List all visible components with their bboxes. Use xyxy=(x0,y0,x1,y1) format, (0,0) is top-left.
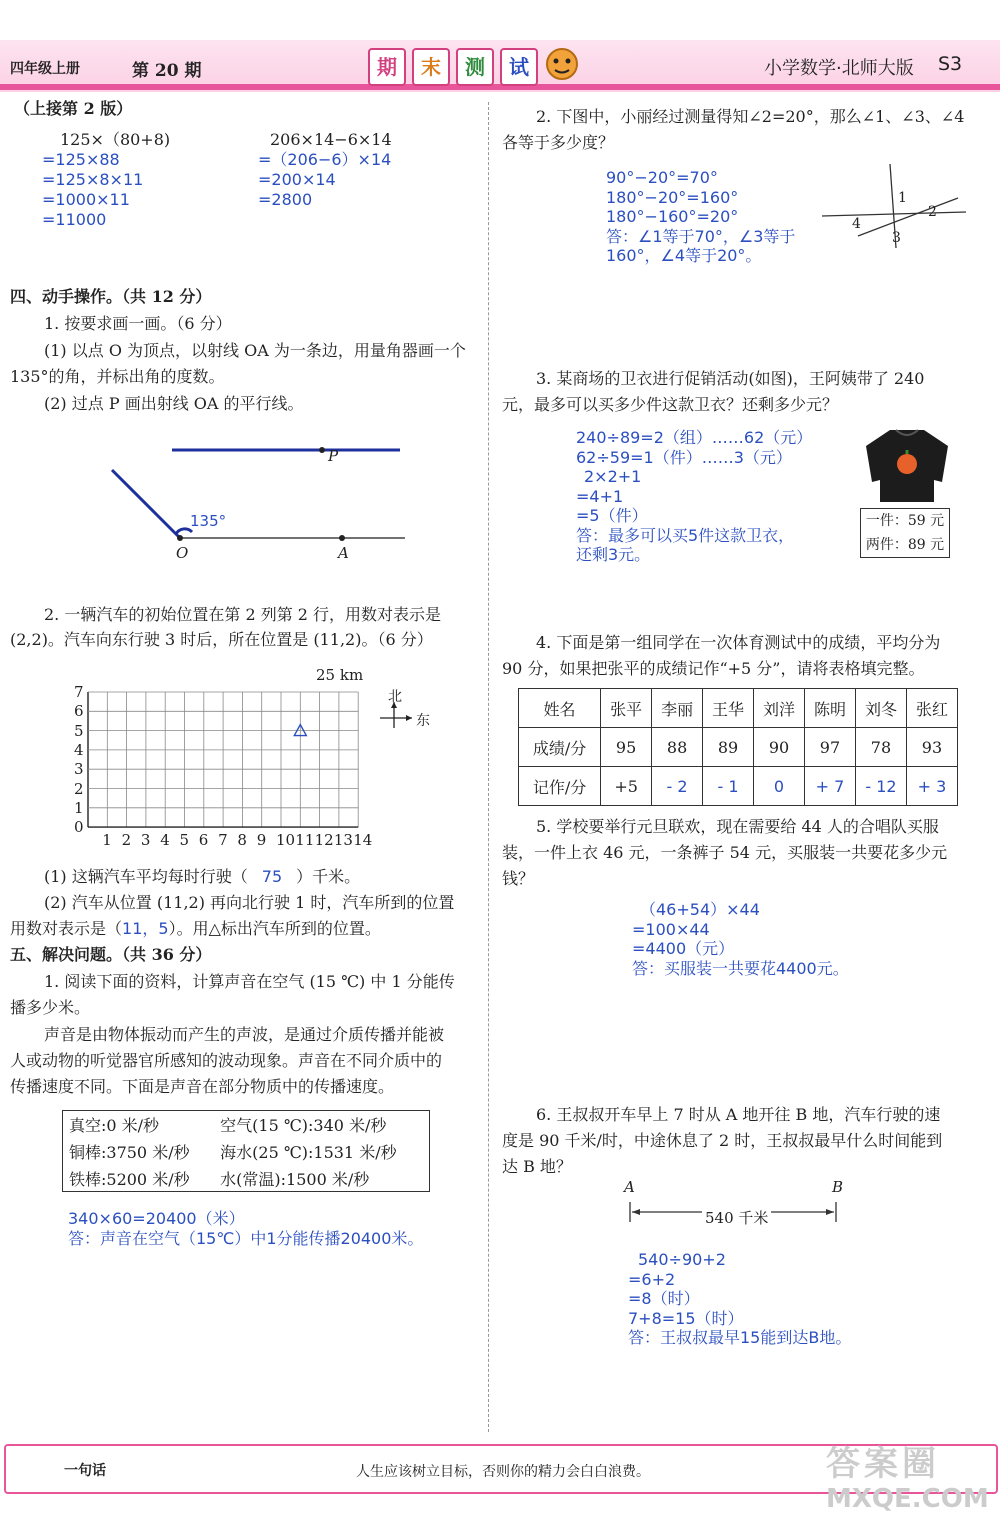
question-text: (2) 汽车从位置 (11,2) 再向北行驶 1 时，汽车所到的位置 xyxy=(44,893,455,912)
sweater-icon xyxy=(862,424,952,506)
reading-text: 传播速度不同。下面是声音在部分物质中的传播速度。 xyxy=(10,1077,395,1096)
point-a-label: A xyxy=(338,544,349,562)
section-5-title: 五、解决问题。（共 36 分） xyxy=(10,945,212,964)
point-a-label: A xyxy=(624,1178,635,1196)
point-b-label: B xyxy=(832,1178,844,1196)
table-header-cell: 姓名 xyxy=(519,689,601,728)
answer-line: 答：买服装一共要花4400元。 xyxy=(632,958,849,978)
calc-line: =1000×11 xyxy=(42,190,130,209)
answer-line: =8（时） xyxy=(628,1289,700,1308)
question-text: 度是 90 千米/时，中途休息了 2 时，王叔叔最早什么时间能到 xyxy=(502,1131,943,1150)
table-cell: 95 xyxy=(601,728,652,767)
angle-label-3: 3 xyxy=(892,230,901,246)
table-cell: 90 xyxy=(754,728,805,767)
y-tick-label: 1 xyxy=(74,798,84,817)
calc-block-1 xyxy=(42,130,170,230)
table-row xyxy=(63,1165,429,1192)
answer-speed: 75 xyxy=(261,867,283,886)
answer-line: 2×2+1 xyxy=(584,467,642,486)
table-cell: 成绩/分 xyxy=(519,728,601,767)
table-header-cell: 王华 xyxy=(703,689,754,728)
answer-line: 160°，∠4等于20°。 xyxy=(606,246,762,265)
calc-block-2 xyxy=(258,130,392,210)
answer-block xyxy=(68,1209,423,1248)
table-cell: 记作/分 xyxy=(519,767,601,806)
reading-text: 声音是由物体振动而产生的声波，是通过介质传播并能被 xyxy=(44,1025,445,1044)
point-p-label: P xyxy=(328,447,339,465)
x-tick-label: 3 xyxy=(140,831,151,850)
table-answer-cell: - 1 xyxy=(703,767,754,806)
calc-line: =11000 xyxy=(42,210,107,229)
answer-prefix: (1) 这辆汽车平均每时行驶（ xyxy=(44,867,248,886)
answer-block xyxy=(628,1250,851,1348)
table-header-cell: 刘洋 xyxy=(754,689,805,728)
coordinate-grid xyxy=(80,686,360,846)
question-text: 2. 下图中，小丽经过测量得知∠2=20°，那么∠1、∠3、∠4 xyxy=(536,107,965,126)
x-tick-label: 12 xyxy=(314,831,334,850)
calc-line: =200×14 xyxy=(258,170,336,189)
answer-line: =4400（元） xyxy=(632,939,735,958)
table-answer-cell: - 12 xyxy=(855,767,906,806)
footer-quote: 人生应该树立目标，否则你的精力会白白浪费。 xyxy=(356,1464,650,1480)
answer-prefix: 用数对表示是（ xyxy=(10,919,123,938)
answer-block xyxy=(576,428,812,565)
answer-line: =6+2 xyxy=(628,1269,676,1289)
question-text: (2,2)。汽车向东行驶 3 时后，所在位置是 (11,2)。（6 分） xyxy=(10,630,433,649)
exam-char-4: 试 xyxy=(500,48,538,86)
table-cell: 93 xyxy=(906,728,957,767)
table-answer-cell: - 2 xyxy=(652,767,703,806)
answer-line: =100×44 xyxy=(632,919,710,939)
calc-line: =（206−6）×14 xyxy=(258,150,392,169)
question-text: 1. 阅读下面的资料，计算声音在空气 (15 ℃) 中 1 分能传 xyxy=(44,972,455,991)
question-text: 135°的角，并标出角的度数。 xyxy=(10,367,225,386)
table-header-cell: 李丽 xyxy=(652,689,703,728)
calc-line: 206×14−6×14 xyxy=(270,130,392,149)
answer-suffix: ）。用△标出汽车所到的位置。 xyxy=(168,919,381,938)
table-header-cell: 陈明 xyxy=(805,689,856,728)
price-tag xyxy=(860,508,950,558)
question-text: 1. 按要求画一画。（6 分） xyxy=(44,314,232,333)
reading-text: 人或动物的听觉器官所感知的波动现象。声音在不同介质中的 xyxy=(10,1051,443,1070)
table-row xyxy=(519,767,958,806)
north-label: 北 xyxy=(388,689,402,705)
speed-cell: 铜棒:3750 米/秒 xyxy=(69,1143,190,1162)
question-text: 5. 学校要举行元旦联欢，现在需要给 44 人的合唱队买服 xyxy=(536,817,939,836)
table-answer-cell: + 3 xyxy=(906,767,957,806)
speed-cell: 空气(15 ℃):340 米/秒 xyxy=(220,1116,387,1135)
angle-label-2: 2 xyxy=(928,204,937,220)
question-text: 2. 一辆汽车的初始位置在第 2 列第 2 行，用数对表示是 xyxy=(44,605,442,624)
continued-label: （上接第 2 版） xyxy=(14,99,133,118)
exam-char-1: 期 xyxy=(368,48,406,86)
table-answer-cell: + 7 xyxy=(805,767,856,806)
x-tick-label: 4 xyxy=(160,831,170,850)
table-cell: 97 xyxy=(805,728,856,767)
answer-line: 540÷90+2 xyxy=(638,1250,726,1269)
table-row xyxy=(519,689,958,728)
issue-label: 第 20 期 xyxy=(132,61,202,81)
scale-label: 25 km xyxy=(316,666,364,684)
question-text xyxy=(10,916,381,942)
question-text: 播多少米。 xyxy=(10,998,91,1017)
answer-block xyxy=(606,168,795,266)
question-text: 装，一件上衣 46 元，一条裤子 54 元，买服装一共要花多少元 xyxy=(502,843,948,862)
answer-block xyxy=(632,900,849,978)
grade-label: 四年级上册 xyxy=(10,61,80,77)
distance-label: 540 千米 xyxy=(702,1207,771,1228)
speed-cell: 水(常温):1500 米/秒 xyxy=(220,1170,370,1189)
section-4-title: 四、动手操作。（共 12 分） xyxy=(10,287,212,306)
answer-line: 62÷59=1（件）……3（元） xyxy=(576,447,792,467)
y-tick-label: 2 xyxy=(74,779,84,798)
series-label: 小学数学·北师大版 xyxy=(764,58,914,79)
question-text: 钱？ xyxy=(502,869,535,888)
page-number: S3 xyxy=(938,53,963,75)
calc-line: 125×（80+8) xyxy=(60,130,171,149)
x-tick-label: 7 xyxy=(218,831,228,850)
x-tick-label: 2 xyxy=(121,831,132,850)
question-text: 90 分，如果把张平的成绩记作“+5 分”，请将表格填完整。 xyxy=(502,659,925,678)
answer-line: 答：∠1等于70°，∠3等于 xyxy=(606,226,796,246)
page-header xyxy=(0,40,1000,92)
answer-line: 7+8=15（时） xyxy=(628,1308,744,1328)
speed-cell: 海水(25 ℃):1531 米/秒 xyxy=(220,1143,397,1162)
x-tick-label: 14 xyxy=(353,831,373,850)
answer-line: 180°−20°=160° xyxy=(606,187,739,207)
question-text xyxy=(44,864,360,890)
answer-line: =4+1 xyxy=(576,486,624,506)
y-tick-label: 4 xyxy=(74,740,84,759)
answer-line: 答：王叔叔最早15能到达B地。 xyxy=(628,1328,852,1347)
x-tick-label: 13 xyxy=(333,831,353,850)
calc-line: =2800 xyxy=(258,190,313,209)
y-tick-label: 0 xyxy=(74,818,84,837)
speed-cell: 铁棒:5200 米/秒 xyxy=(69,1170,190,1189)
exam-char-2: 末 xyxy=(412,48,450,86)
table-row xyxy=(63,1138,429,1165)
angle-drawing xyxy=(100,440,420,570)
x-tick-label: 10 xyxy=(276,831,296,850)
calc-line: =125×88 xyxy=(42,150,120,169)
question-text: 达 B 地？ xyxy=(502,1157,572,1176)
tiger-mascot-icon xyxy=(542,42,582,86)
answer-line: 答：最多可以买5件这款卫衣， xyxy=(576,525,795,545)
angle-label-4: 4 xyxy=(852,216,861,232)
speed-table xyxy=(62,1110,430,1192)
price-single: 一件：59 元 xyxy=(865,513,945,529)
watermark-url: MXQE.COM xyxy=(826,1484,989,1514)
y-tick-label: 3 xyxy=(74,760,84,779)
question-text: 6. 王叔叔开车早上 7 时从 A 地开往 B 地，汽车行驶的速 xyxy=(536,1105,941,1124)
question-text: (1) 以点 O 为顶点，以射线 OA 为一条边，用量角器画一个 xyxy=(44,341,466,360)
y-tick-label: 7 xyxy=(74,683,84,701)
question-text: (2) 过点 P 画出射线 OA 的平行线。 xyxy=(44,394,304,413)
column-divider xyxy=(488,102,489,1432)
x-tick-label: 9 xyxy=(256,831,267,850)
x-tick-label: 5 xyxy=(179,831,190,850)
answer-line: 答：声音在空气（15℃）中1分能传播20400米。 xyxy=(68,1228,424,1248)
table-header-cell: 张平 xyxy=(601,689,652,728)
table-answer-cell: 0 xyxy=(754,767,805,806)
x-tick-label: 6 xyxy=(198,831,209,850)
answer-line: （46+54）×44 xyxy=(640,900,760,919)
table-row xyxy=(63,1111,429,1138)
answer-line: 90°−20°=70° xyxy=(606,168,718,187)
answer-suffix: ）千米。 xyxy=(296,867,361,886)
table-row xyxy=(519,728,958,767)
answer-line: 240÷89=2（组）……62（元） xyxy=(576,428,813,447)
answer-line: 340×60=20400（米） xyxy=(68,1209,245,1228)
answer-line: 还剩3元。 xyxy=(576,545,651,564)
x-tick-label: 11 xyxy=(295,831,315,850)
table-cell: 89 xyxy=(703,728,754,767)
question-text: 各等于多少度？ xyxy=(502,133,615,152)
footer-label: 一句话 xyxy=(64,1463,106,1479)
question-text: 元，最多可以买多少件这款卫衣？还剩多少元？ xyxy=(502,395,839,414)
question-text: 4. 下面是第一组同学在一次体育测试中的成绩，平均分为 xyxy=(536,633,941,652)
table-cell: 88 xyxy=(652,728,703,767)
east-label: 东 xyxy=(416,713,430,729)
exam-char-3: 测 xyxy=(456,48,494,86)
question-text: 3. 某商场的卫衣进行促销活动(如图)，王阿姨带了 240 xyxy=(536,369,925,388)
y-tick-label: 5 xyxy=(74,721,84,740)
speed-cell: 真空:0 米/秒 xyxy=(69,1116,160,1135)
table-header-cell: 张红 xyxy=(906,689,957,728)
score-table xyxy=(518,688,958,806)
watermark-logo: 答案圈 xyxy=(826,1444,940,1484)
answer-position: 11，5 xyxy=(122,919,169,938)
y-tick-label: 6 xyxy=(74,702,84,721)
table-cell: +5 xyxy=(601,767,652,806)
answer-line: =5（件） xyxy=(576,506,648,525)
table-cell: 78 xyxy=(855,728,906,767)
answer-line: 180°−160°=20° xyxy=(606,207,739,226)
angle-label-1: 1 xyxy=(898,190,907,206)
table-header-cell: 刘冬 xyxy=(855,689,906,728)
point-o-label: O xyxy=(176,544,189,562)
price-double: 两件：89 元 xyxy=(865,537,945,553)
angle-135-label: 135° xyxy=(190,512,227,530)
x-tick-label: 1 xyxy=(102,831,112,850)
x-tick-label: 8 xyxy=(237,831,247,850)
calc-line: =125×8×11 xyxy=(42,170,144,189)
